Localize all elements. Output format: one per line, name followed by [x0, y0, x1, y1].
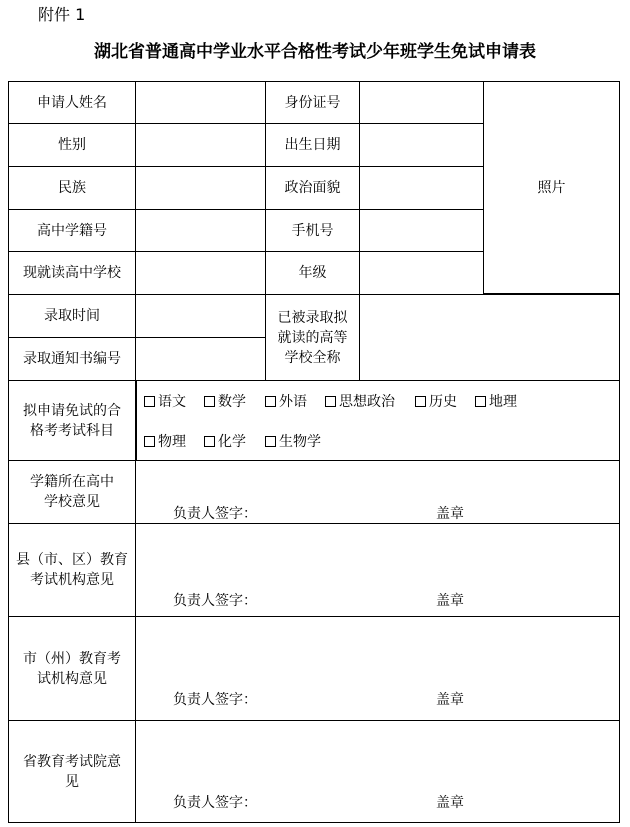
seal-label: 盖章: [436, 692, 464, 708]
label-exempt-subjects: [8, 380, 136, 461]
label-admission-notice-no: 录取通知书编号: [8, 337, 136, 381]
checkbox-icon: [265, 436, 276, 447]
subject-label: 地理: [489, 394, 517, 410]
label-school-opinion: [8, 460, 136, 524]
attachment-label: 附件 1: [38, 5, 86, 24]
input-admission-time[interactable]: [135, 294, 266, 338]
label-city-opinion: [8, 616, 136, 721]
label-id-number: 身份证号: [265, 81, 360, 124]
seal-label: 盖章: [436, 795, 464, 811]
input-admission-notice-no[interactable]: [135, 337, 266, 381]
label-student-number: 高中学籍号: [8, 209, 136, 252]
opinion-label-text: 市（州）教育考试机构意见: [23, 650, 121, 687]
subject-label: 物理: [158, 434, 186, 450]
label-ethnicity: 民族: [8, 166, 136, 210]
label-gender: 性别: [8, 123, 136, 167]
checkbox-geography[interactable]: [475, 391, 517, 411]
checkbox-icon: [144, 436, 155, 447]
label-birth-date: 出生日期: [265, 123, 360, 167]
label-current-school: 现就读高中学校: [8, 251, 136, 295]
input-id-number[interactable]: [359, 81, 484, 124]
photo-area[interactable]: [483, 81, 620, 294]
checkbox-icon: [204, 436, 215, 447]
form-title: 湖北省普通高中学业水平合格性考试少年班学生免试申请表: [94, 42, 536, 62]
checkbox-foreign-language[interactable]: [265, 391, 307, 411]
checkbox-icon: [415, 396, 426, 407]
checkbox-icon: [144, 396, 155, 407]
label-admitted-university: [265, 294, 360, 381]
input-applicant-name[interactable]: [135, 81, 266, 124]
input-phone[interactable]: [359, 209, 484, 252]
photo-label: 照片: [537, 179, 566, 196]
subject-label: 化学: [218, 434, 246, 450]
input-current-school[interactable]: [135, 251, 266, 295]
seal-label: 盖章: [436, 593, 464, 609]
checkbox-physics[interactable]: [144, 431, 186, 451]
label-province-opinion: [8, 720, 136, 823]
input-ethnicity[interactable]: [135, 166, 266, 210]
opinion-label-text: 学籍所在高中学校意见: [30, 474, 114, 510]
label-grade: 年级: [265, 251, 360, 295]
signature-label: 负责人签字：: [173, 692, 257, 708]
checkbox-icon: [475, 396, 486, 407]
checkbox-biology[interactable]: [265, 431, 321, 451]
subject-label: 历史: [429, 394, 457, 410]
input-political-status[interactable]: [359, 166, 484, 210]
opinion-label-text: 省教育考试院意见: [23, 753, 121, 790]
label-county-opinion: [8, 523, 136, 617]
label-political-status: 政治面貌: [265, 166, 360, 210]
checkbox-icon: [265, 396, 276, 407]
input-grade[interactable]: [359, 251, 484, 295]
checkbox-chinese[interactable]: [144, 391, 186, 411]
input-birth-date[interactable]: [359, 123, 484, 167]
signature-label: 负责人签字：: [173, 795, 257, 811]
opinion-label-text: 县（市、区）教育考试机构意见: [16, 552, 128, 588]
label-phone: 手机号: [265, 209, 360, 252]
subject-label: 思想政治: [339, 394, 395, 410]
input-gender[interactable]: [135, 123, 266, 167]
admitted-university-text: 已被录取拟就读的高等学校全称: [277, 309, 348, 366]
checkbox-history[interactable]: [415, 391, 457, 411]
signature-label: 负责人签字：: [173, 506, 257, 522]
label-applicant-name: 申请人姓名: [8, 81, 136, 124]
subject-label: 外语: [279, 394, 307, 410]
checkbox-chemistry[interactable]: [204, 431, 246, 451]
signature-label: 负责人签字：: [173, 593, 257, 609]
seal-label: 盖章: [436, 506, 464, 522]
checkbox-math[interactable]: [204, 391, 246, 411]
subject-label: 数学: [218, 394, 246, 410]
input-student-number[interactable]: [135, 209, 266, 252]
checkbox-politics[interactable]: [325, 391, 395, 411]
input-admitted-university[interactable]: [359, 294, 620, 381]
checkbox-icon: [325, 396, 336, 407]
subject-label: 语文: [158, 394, 186, 410]
exempt-subjects-text: 拟申请免试的合格考考试科目: [23, 402, 121, 439]
checkbox-icon: [204, 396, 215, 407]
subject-label: 生物学: [279, 434, 321, 450]
label-admission-time: 录取时间: [8, 294, 136, 338]
subjects-checklist: [136, 380, 620, 461]
